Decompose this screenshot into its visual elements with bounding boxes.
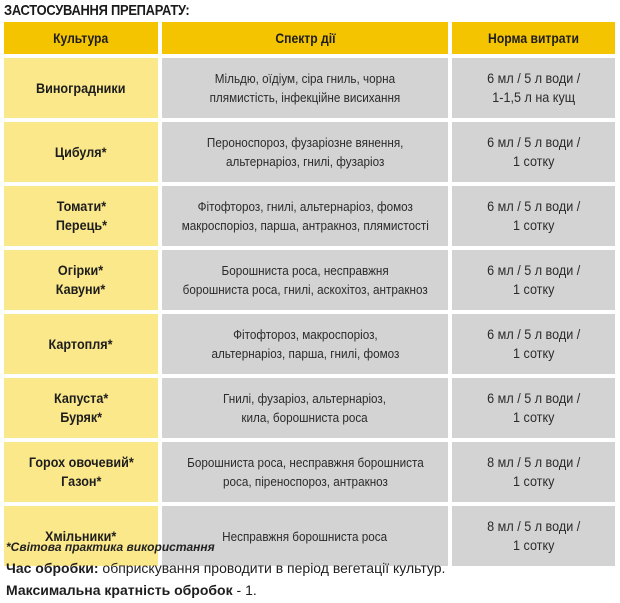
- crop-cell: Томати* Перець*: [4, 186, 158, 246]
- crop-cell: Капуста* Буряк*: [4, 378, 158, 438]
- rate-cell: 6 мл / 5 л води / 1 сотку: [452, 122, 615, 182]
- crop-cell: Огірки* Кавуни*: [4, 250, 158, 310]
- rate-cell: 6 мл / 5 л води / 1-1,5 л на кущ: [452, 58, 615, 118]
- rate-cell: 6 мл / 5 л води / 1 сотку: [452, 378, 615, 438]
- max-treatments-label: Максимальна кратність обробок: [6, 582, 233, 598]
- application-table: [4, 22, 615, 566]
- rate-cell: 8 мл / 5 л води / 1 сотку: [452, 442, 615, 502]
- spectrum-cell: Фітофтороз, гнилі, альтернаріоз, фомоз макроспоріоз, парша, антракноз, плямистості: [162, 186, 448, 246]
- spectrum-cell: Мільдю, оїдіум, сіра гниль, чорна плямистість, інфекційне висихання: [162, 58, 448, 118]
- max-treatments: [6, 582, 257, 598]
- crop-cell: Хмільники*: [4, 506, 158, 566]
- section-title: ЗАСТОСУВАННЯ ПРЕПАРАТУ:: [4, 2, 190, 19]
- crop-cell: Виноградники: [4, 58, 158, 118]
- treatment-time: [6, 560, 445, 576]
- footnote: *Світова практика використання: [6, 540, 215, 554]
- spectrum-cell: Борошниста роса, несправжня борошниста роса, піреноспороз, антракноз: [162, 442, 448, 502]
- crop-cell: Картопля*: [4, 314, 158, 374]
- rate-cell: 8 мл / 5 л води / 1 сотку: [452, 506, 615, 566]
- rate-cell: 6 мл / 5 л води / 1 сотку: [452, 314, 615, 374]
- spectrum-cell: Борошниста роса, несправжня борошниста роса, гнилі, аскохітоз, антракноз: [162, 250, 448, 310]
- spectrum-cell: Гнилі, фузаріоз, альтернаріоз, кила, борошниста роса: [162, 378, 448, 438]
- max-treatments-text: - 1.: [232, 582, 257, 598]
- treatment-time-text: обприскування проводити в період вегетації культур.: [98, 560, 446, 576]
- spectrum-cell: Пероноспороз, фузаріозне вянення, альтернаріоз, гнилі, фузаріоз: [162, 122, 448, 182]
- header-rate: Норма витрати: [452, 22, 615, 54]
- header-spectrum: Спектр дії: [162, 22, 448, 54]
- crop-cell: Горох овочевий* Газон*: [4, 442, 158, 502]
- spectrum-cell: Фітофтороз, макроспоріоз, альтернаріоз, парша, гнилі, фомоз: [162, 314, 448, 374]
- header-crop: Культура: [4, 22, 158, 54]
- treatment-time-label: Час обробки:: [6, 560, 99, 576]
- rate-cell: 6 мл / 5 л води / 1 сотку: [452, 250, 615, 310]
- spectrum-cell: Несправжня борошниста роса: [162, 506, 448, 566]
- rate-cell: 6 мл / 5 л води / 1 сотку: [452, 186, 615, 246]
- crop-cell: Цибуля*: [4, 122, 158, 182]
